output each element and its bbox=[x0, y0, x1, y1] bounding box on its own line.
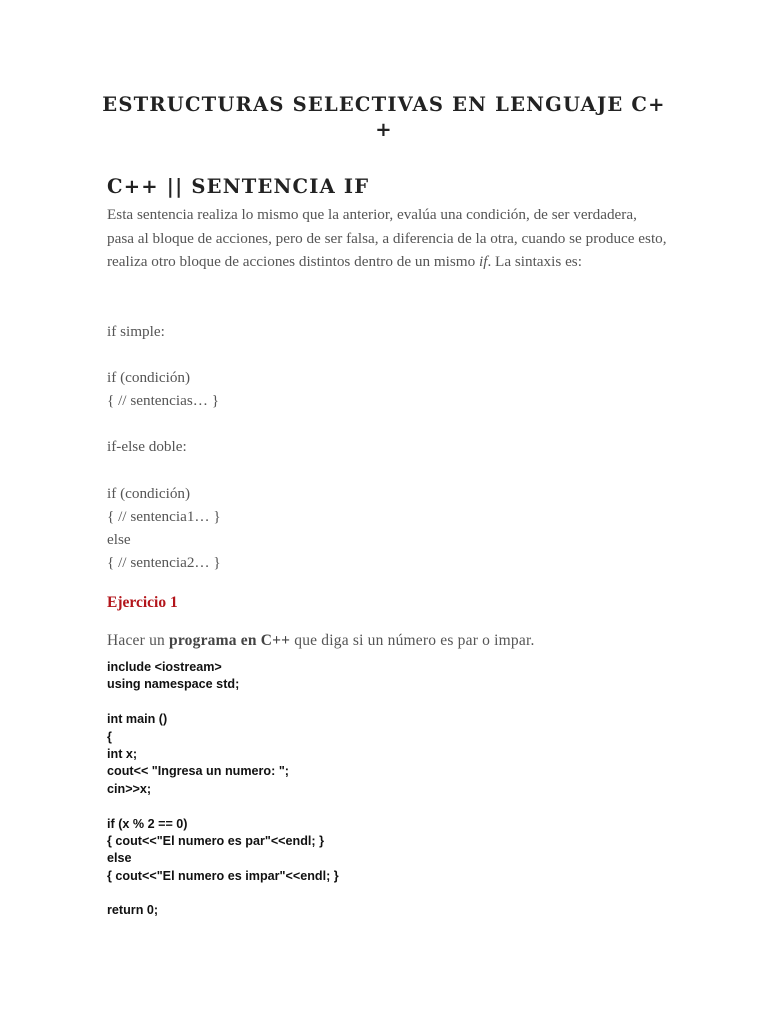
if-else-line-1: if (condición) bbox=[107, 485, 191, 502]
code-line: int main () bbox=[107, 712, 168, 727]
intro-emphasis: if bbox=[479, 253, 488, 270]
code-line bbox=[107, 694, 339, 711]
intro-paragraph bbox=[107, 203, 667, 274]
if-else-label: if-else doble: bbox=[107, 438, 187, 455]
code-line bbox=[107, 798, 339, 815]
page-title-text: ESTRUCTURAS SELECTIVAS EN LENGUAJE C+ + bbox=[102, 93, 666, 141]
code-line: if (x % 2 == 0) bbox=[107, 816, 188, 831]
intro-text-end: . La sintaxis es: bbox=[487, 253, 582, 270]
exercise-desc-end: que diga si un número es par o impar. bbox=[290, 632, 535, 649]
page-title bbox=[96, 92, 672, 142]
if-simple-line-1: if (condición) bbox=[107, 369, 191, 386]
if-simple-line-2: { // sentencias… } bbox=[107, 392, 220, 409]
code-line: cin>>x; bbox=[107, 781, 152, 796]
exercise-description bbox=[107, 629, 535, 652]
if-simple-label: if simple: bbox=[107, 323, 165, 340]
exercise-desc-start: Hacer un bbox=[107, 632, 170, 649]
code-line: { bbox=[107, 729, 112, 744]
code-line: { cout<<"El numero es par"<<endl; } bbox=[107, 833, 325, 848]
code-line bbox=[107, 885, 339, 902]
if-else-line-4: { // sentencia2… } bbox=[107, 554, 221, 571]
code-line: return 0; bbox=[107, 903, 159, 918]
exercise-desc-emphasis: programa en C++ bbox=[169, 632, 291, 649]
code-line: using namespace std; bbox=[107, 677, 240, 692]
exercise-title: Ejercicio 1 bbox=[107, 594, 178, 611]
intro-text-start: Esta sentencia realiza lo mismo que la anterior, evalúa una condición, de ser verdadera, pasa al bloque de acciones, pero de ser falsa, a diferencia de la otra, cuando se produce esto, realiza otro bloque de acciones distintos dentro de un mismo bbox=[107, 206, 667, 270]
code-line: include <iostream> bbox=[107, 660, 222, 674]
code-line: else bbox=[107, 851, 132, 866]
if-else-line-3: else bbox=[107, 531, 131, 548]
code-line: int x; bbox=[107, 746, 138, 761]
code-line: cout<< "Ingresa un numero: "; bbox=[107, 764, 289, 779]
section-title: C++ || SENTENCIA IF bbox=[107, 175, 370, 198]
code-line: { cout<<"El numero es impar"<<endl; } bbox=[107, 868, 339, 883]
if-else-line-2: { // sentencia1… } bbox=[107, 508, 221, 525]
code-block bbox=[107, 659, 339, 920]
